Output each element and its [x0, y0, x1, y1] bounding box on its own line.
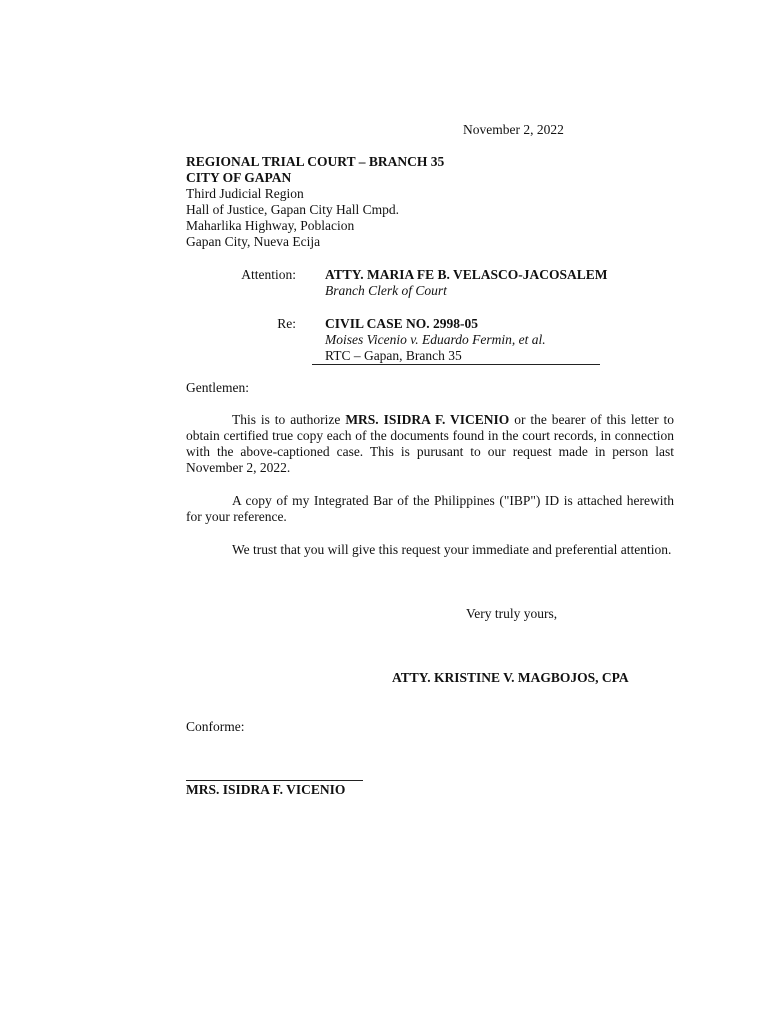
body-paragraph-1	[186, 412, 674, 476]
recipient-court: REGIONAL TRIAL COURT – BRANCH 35	[186, 154, 445, 169]
signatory-name: ATTY. KRISTINE V. MAGBOJOS, CPA	[392, 670, 629, 685]
attention-label: Attention:	[241, 267, 296, 282]
body-paragraph-2: A copy of my Integrated Bar of the Philippines ("IBP") ID is attached herewith for your reference.	[186, 493, 674, 524]
re-block	[186, 316, 676, 366]
p1-end: or the bearer of this letter to obtain certified true copy each of the documents found in the court records, in connection with the above-captioned case. This is purusant to our request made in person last November 2, 2022.	[186, 412, 674, 475]
recipient-city: CITY OF GAPAN	[186, 170, 292, 185]
attention-name: ATTY. MARIA FE B. VELASCO-JACOSALEM	[325, 267, 608, 282]
p1-authorized-name: MRS. ISIDRA F. VICENIO	[345, 412, 510, 427]
conforme-label: Conforme:	[186, 719, 245, 734]
case-parties: Moises Vicenio v. Eduardo Fermin, et al.	[325, 332, 546, 347]
salutation: Gentlemen:	[186, 380, 249, 395]
p1-start: This is to authorize	[232, 412, 346, 427]
recipient-street: Maharlika Highway, Poblacion	[186, 218, 355, 233]
conformer-signature-line	[186, 780, 363, 781]
re-underline	[312, 364, 600, 365]
re-label: Re:	[277, 316, 296, 331]
case-number: CIVIL CASE NO. 2998-05	[325, 316, 479, 331]
recipient-address	[186, 154, 606, 250]
attention-title: Branch Clerk of Court	[325, 283, 447, 298]
attention-block	[186, 267, 676, 307]
recipient-hall: Hall of Justice, Gapan City Hall Cmpd.	[186, 202, 399, 217]
letter-date: November 2, 2022	[463, 122, 564, 137]
recipient-region: Third Judicial Region	[186, 186, 304, 201]
case-court: RTC – Gapan, Branch 35	[325, 348, 462, 363]
body-paragraph-3: We trust that you will give this request your immediate and preferential attention.	[232, 542, 672, 557]
recipient-locality: Gapan City, Nueva Ecija	[186, 234, 321, 249]
closing: Very truly yours,	[466, 606, 558, 621]
conformer-name: MRS. ISIDRA F. VICENIO	[186, 782, 346, 797]
